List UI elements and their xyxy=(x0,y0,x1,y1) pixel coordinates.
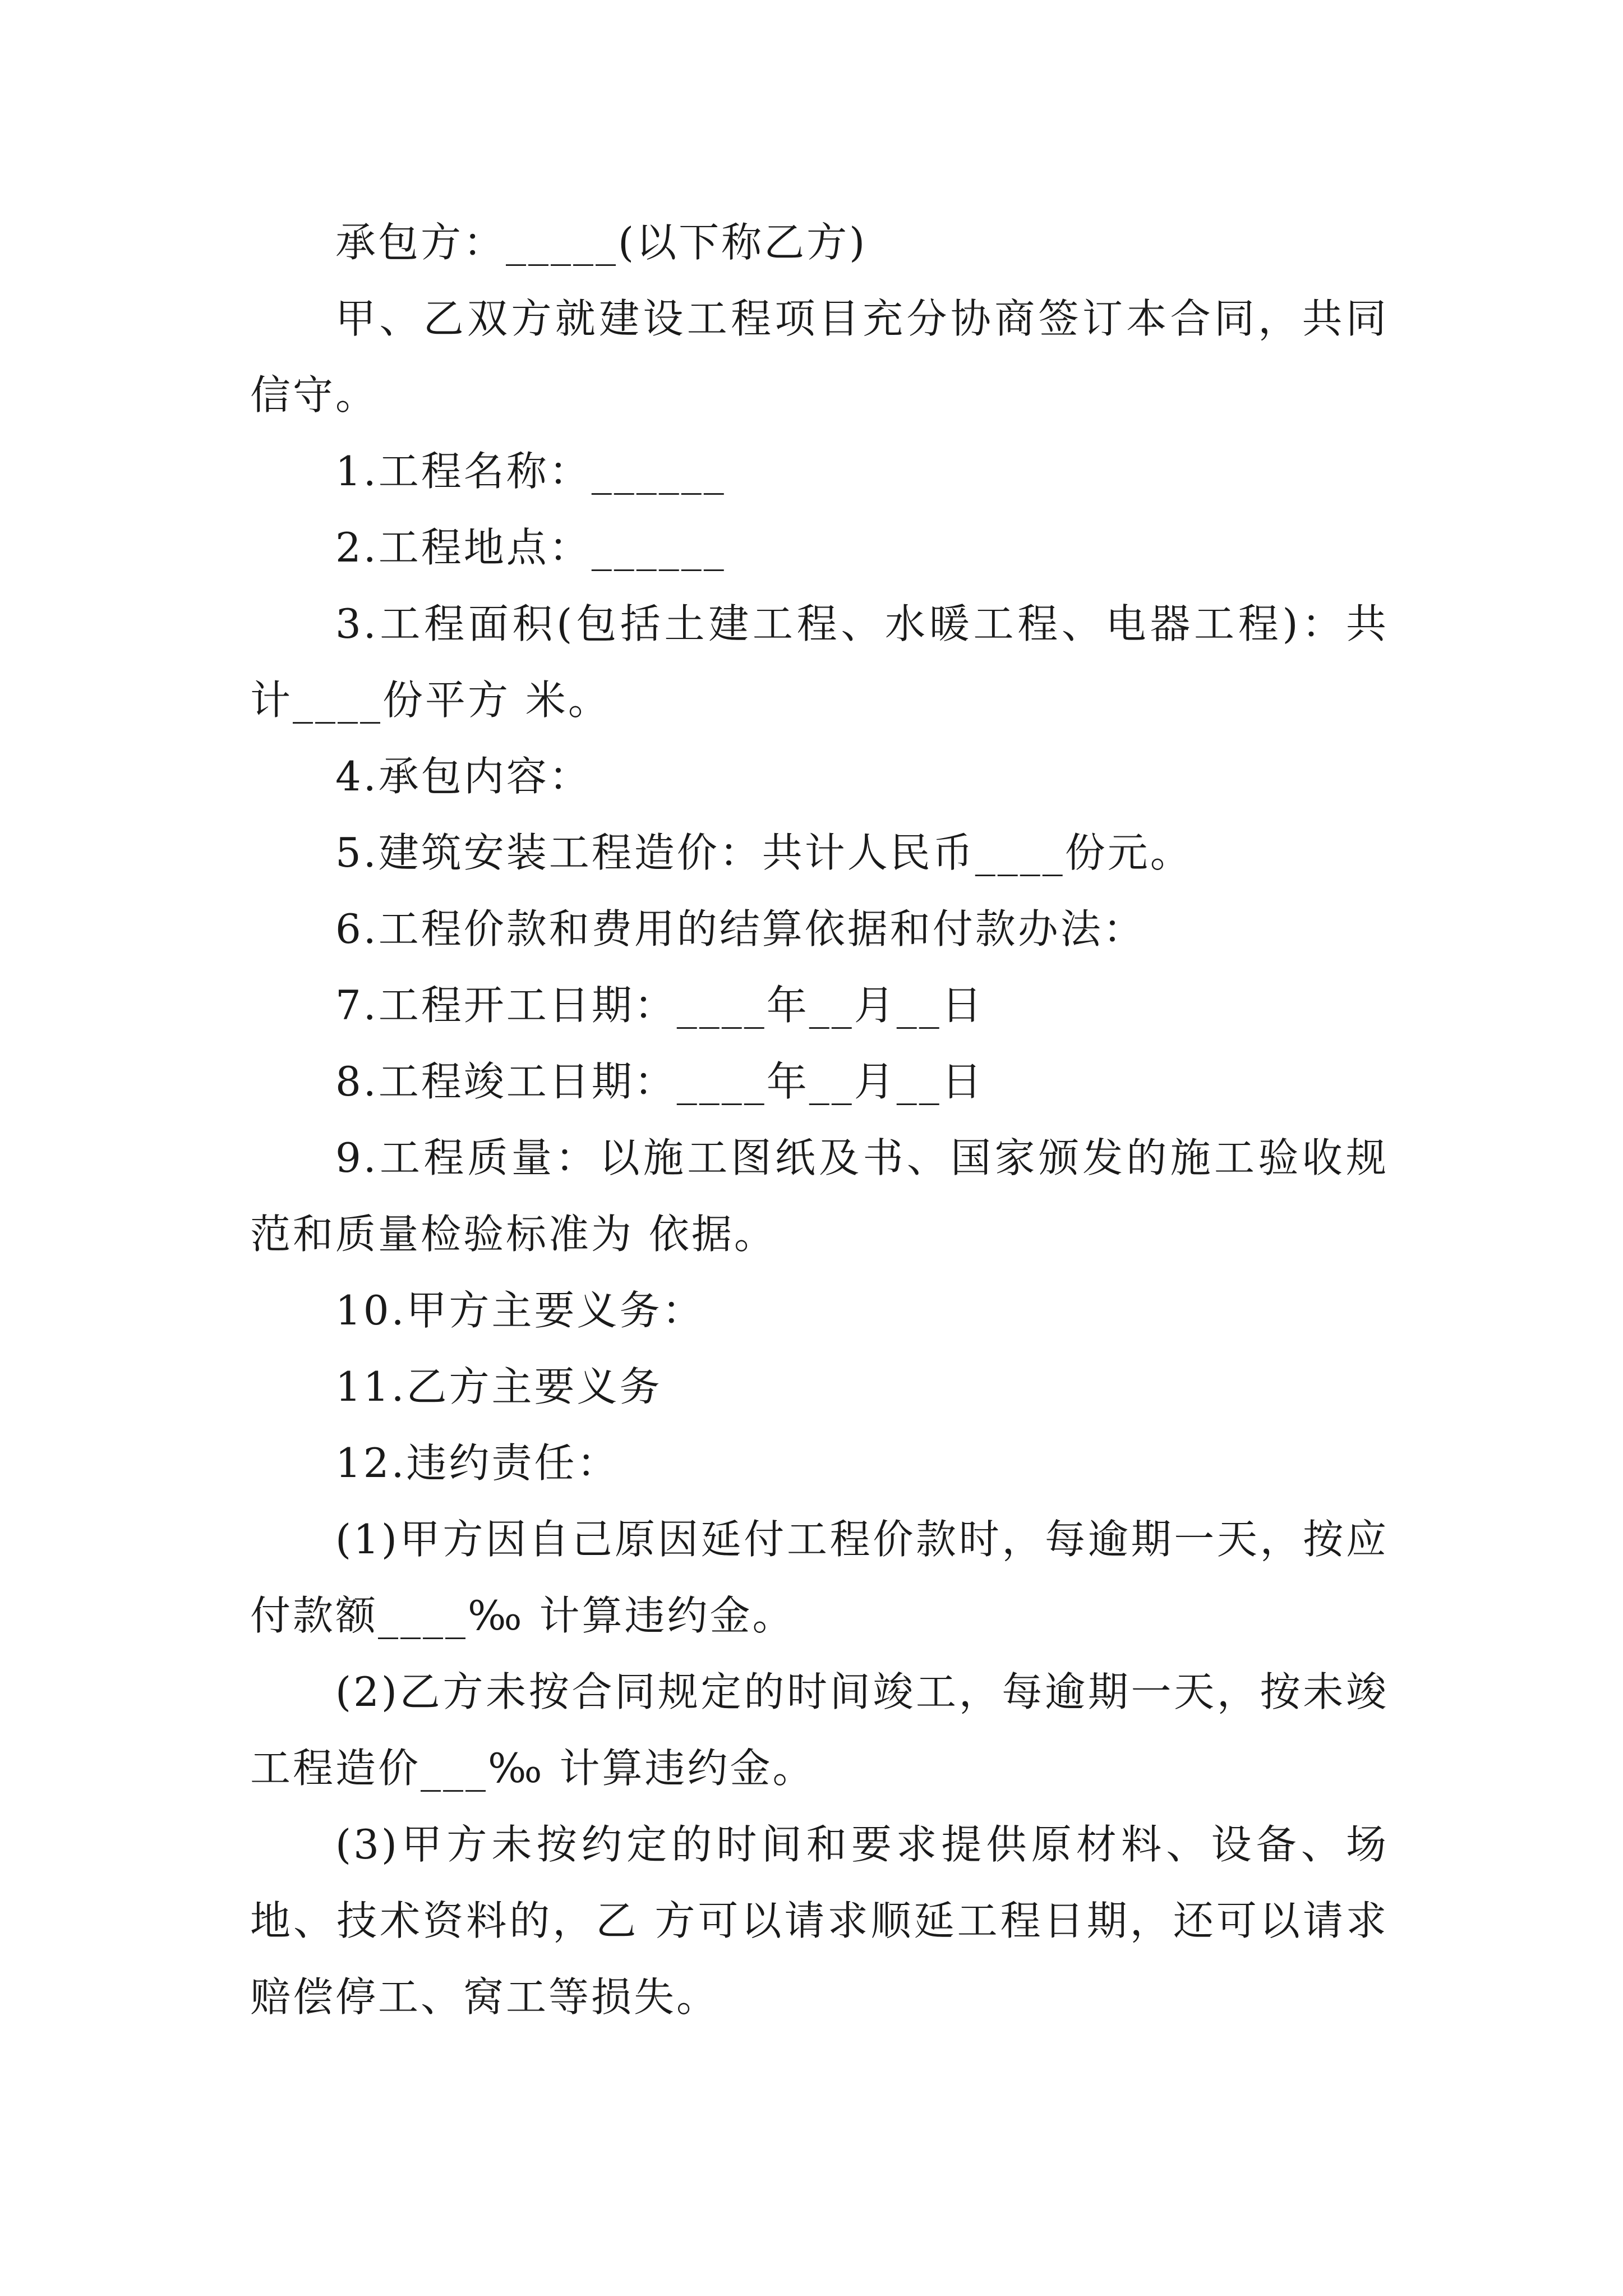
clause-10-party-a-obligations: 10.甲方主要义务： xyxy=(335,1287,705,1334)
clause-9-quality: 9.工程质量：以施工图纸及书、国家颁发的施工验收规范和质量检验标准为 依据。 xyxy=(250,1134,1389,1258)
clause-2-project-location: 2.工程地点：______ xyxy=(335,524,726,571)
liability-item-2: (2)乙方未按合同规定的时间竣工，每逾期一天，按未竣工程造价___‰ 计算违约金。 xyxy=(250,1668,1389,1792)
clause-3-project-area: 3.工程面积(包括土建工程、水暖工程、电器工程)：共计____份平方 米。 xyxy=(250,600,1389,724)
clause-6-settlement-method: 6.工程价款和费用的结算依据和付款办法： xyxy=(335,905,1146,953)
clause-11-party-b-obligations: 11.乙方主要义务 xyxy=(335,1363,662,1410)
clause-4-contract-content: 4.承包内容： xyxy=(335,753,592,800)
clause-12-liability: 12.违约责任： xyxy=(335,1439,620,1487)
clause-1-project-name: 1.工程名称：______ xyxy=(335,448,726,495)
clause-7-start-date: 7.工程开工日期：____年__月__日 xyxy=(335,982,984,1029)
liability-item-1: (1)甲方因自己原因延付工程价款时，每逾期一天，按应付款额____‰ 计算违约金。 xyxy=(250,1516,1389,1639)
contractor-line: 承包方：_____(以下称乙方) xyxy=(335,219,868,266)
clause-5-construction-cost: 5.建筑安装工程造价：共计人民币____份元。 xyxy=(335,829,1193,876)
agreement-intro: 甲、乙双方就建设工程项目充分协商签订本合同，共同信守。 xyxy=(250,295,1389,418)
liability-item-3: (3)甲方未按约定的时间和要求提供原材料、设备、场地、技术资料的，乙 方可以请求顺延工程日期，还可以请求赔偿停工、窝工等损失。 xyxy=(250,1821,1389,2021)
clause-8-completion-date: 8.工程竣工日期：____年__月__日 xyxy=(335,1058,984,1105)
document-body xyxy=(250,204,1389,2035)
